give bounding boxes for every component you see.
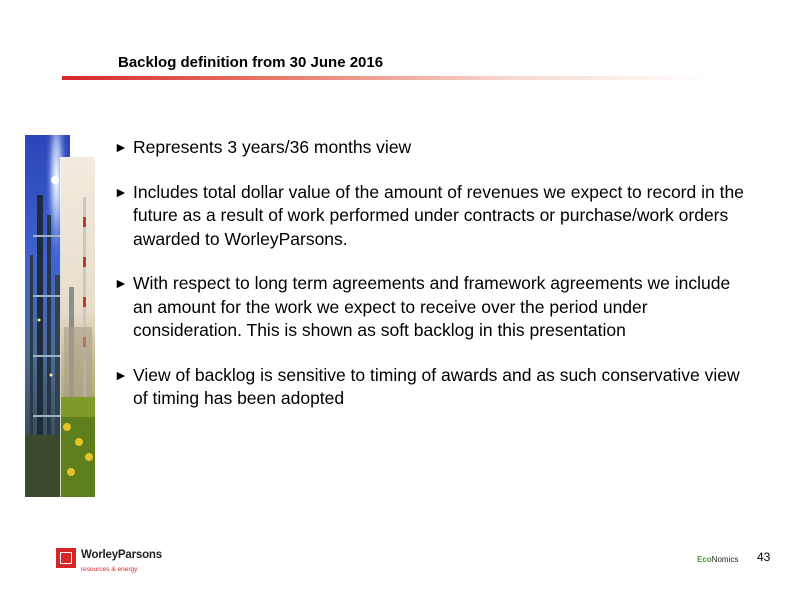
bullet-item [114,272,754,343]
bullet-text: View of backlog is sensitive to timing of awards and as such conservative view of timing has been adopted [133,364,740,408]
refinery-field-photo [61,157,95,497]
bullet-item [114,364,754,411]
economics-logo [697,555,738,564]
page-number: 43 [757,550,771,564]
right-pointer-arrow-icon: ► [114,275,128,291]
bullet-text: Includes total dollar value of the amount of revenues we expect to record in the future as a result of work performed under contracts or purchase/work orders awarded to WorleyParsons. [133,181,744,249]
logo-tagline: resources & energy [81,566,138,573]
bullet-item [114,181,754,252]
title-underline [62,76,707,80]
economics-prefix: Eco [697,555,712,564]
industrial-photo-strip [25,135,95,497]
right-pointer-arrow-icon: ► [114,139,128,155]
logo-name: WorleyParsons [81,549,162,561]
right-pointer-arrow-icon: ► [114,366,128,383]
bullet-item [114,136,754,160]
bullet-text: With respect to long term agreements and framework agreements we include an amount for the work we expect to receive over the period under consideration. This is shown as soft backlog in this presentation [133,273,731,340]
worleyparsons-logo-icon [56,548,76,568]
slide-title: Backlog definition from 30 June 2016 [118,54,384,71]
right-pointer-arrow-icon: ► [114,183,128,200]
economics-suffix: Nomics [711,555,739,564]
bullet-text: Represents 3 years/36 months view [133,137,412,157]
worleyparsons-logo [56,545,206,579]
bullet-list [114,136,754,432]
